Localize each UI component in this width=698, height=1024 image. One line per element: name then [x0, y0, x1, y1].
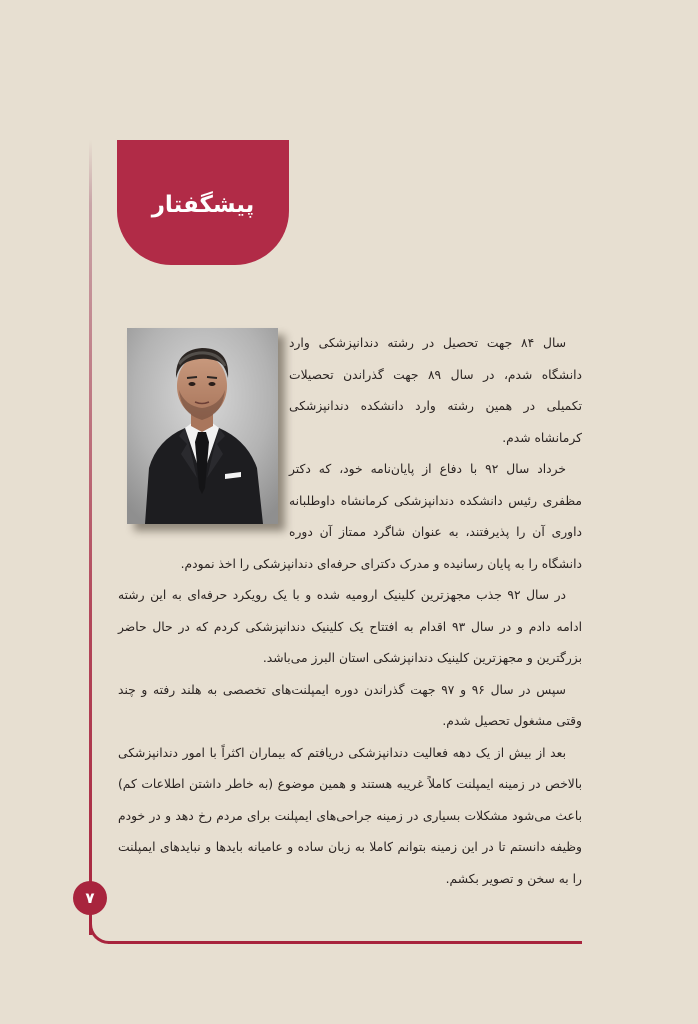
paragraph: سپس در سال ۹۶ و ۹۷ جهت گذراندن دوره ایمپلنت‌های تخصصی به هلند رفته و چند وقتی مشغول تحصیل شدم.	[118, 682, 582, 728]
preface-body	[118, 328, 582, 895]
chapter-title: پیشگفتار	[151, 191, 255, 218]
paragraph: خرداد سال ۹۲ با دفاع از پایان‌نامه خود، که دکتر مظفری رئیس دانشکده دندانپزشکی کرمانشاه داوطلبانه داوری آن را پذیرفتند، به عنوان شاگرد ممتاز آن دوره دانشگاه را به پایان رسانیده و مدرک دکترای حرفه‌ای دندانپزشکی را اخذ نمودم.	[180, 462, 582, 571]
page-frame-line	[89, 140, 92, 935]
paragraph: در سال ۹۲ جذب مجهزترین کلینیک ارومیه شده و با یک رویکرد حرفه‌ای به این رشته ادامه دادم و در سال ۹۳ اقدام به افتتاح یک کلینیک دندانپزشکی کردم که در حال حاضر بزرگترین و مجهزترین کلینیک دندانپزشکی استان البرز می‌باشد.	[118, 588, 582, 665]
photo-float-spacer	[118, 328, 289, 537]
page-frame-bottom-line	[108, 941, 582, 944]
paragraph: بعد از بیش از یک دهه فعالیت دندانپزشکی دریافتم که بیماران اکثراً با امور دندانپزشکی بالاخص در زمینه ایمپلنت کاملاً غریبه هستند و همین موضوع (به خاطر داشتن اطلاعات کم) باعث می‌شود مشکلات بسیاری در زمینه جراحی‌های ایمپلنت برای مردم رخ دهد و در خودم وظیفه دانستم تا در این زمینه بتوانم کاملا به زبان ساده و عامیانه بایدها و نبایدهای ایمپلنت را به سخن و تصویر بکشم.	[118, 745, 582, 886]
page-number: ۷	[85, 889, 95, 907]
chapter-title-banner	[117, 140, 289, 265]
page-number-badge	[73, 881, 107, 915]
paragraph: سال ۸۴ جهت تحصیل در رشته دندانپزشکی وارد دانشگاه شدم، در سال ۸۹ جهت گذراندن تحصیلات تکمیلی در همین رشته وارد دانشکده دندانپزشکی کرمانشاه شدم.	[289, 336, 583, 445]
